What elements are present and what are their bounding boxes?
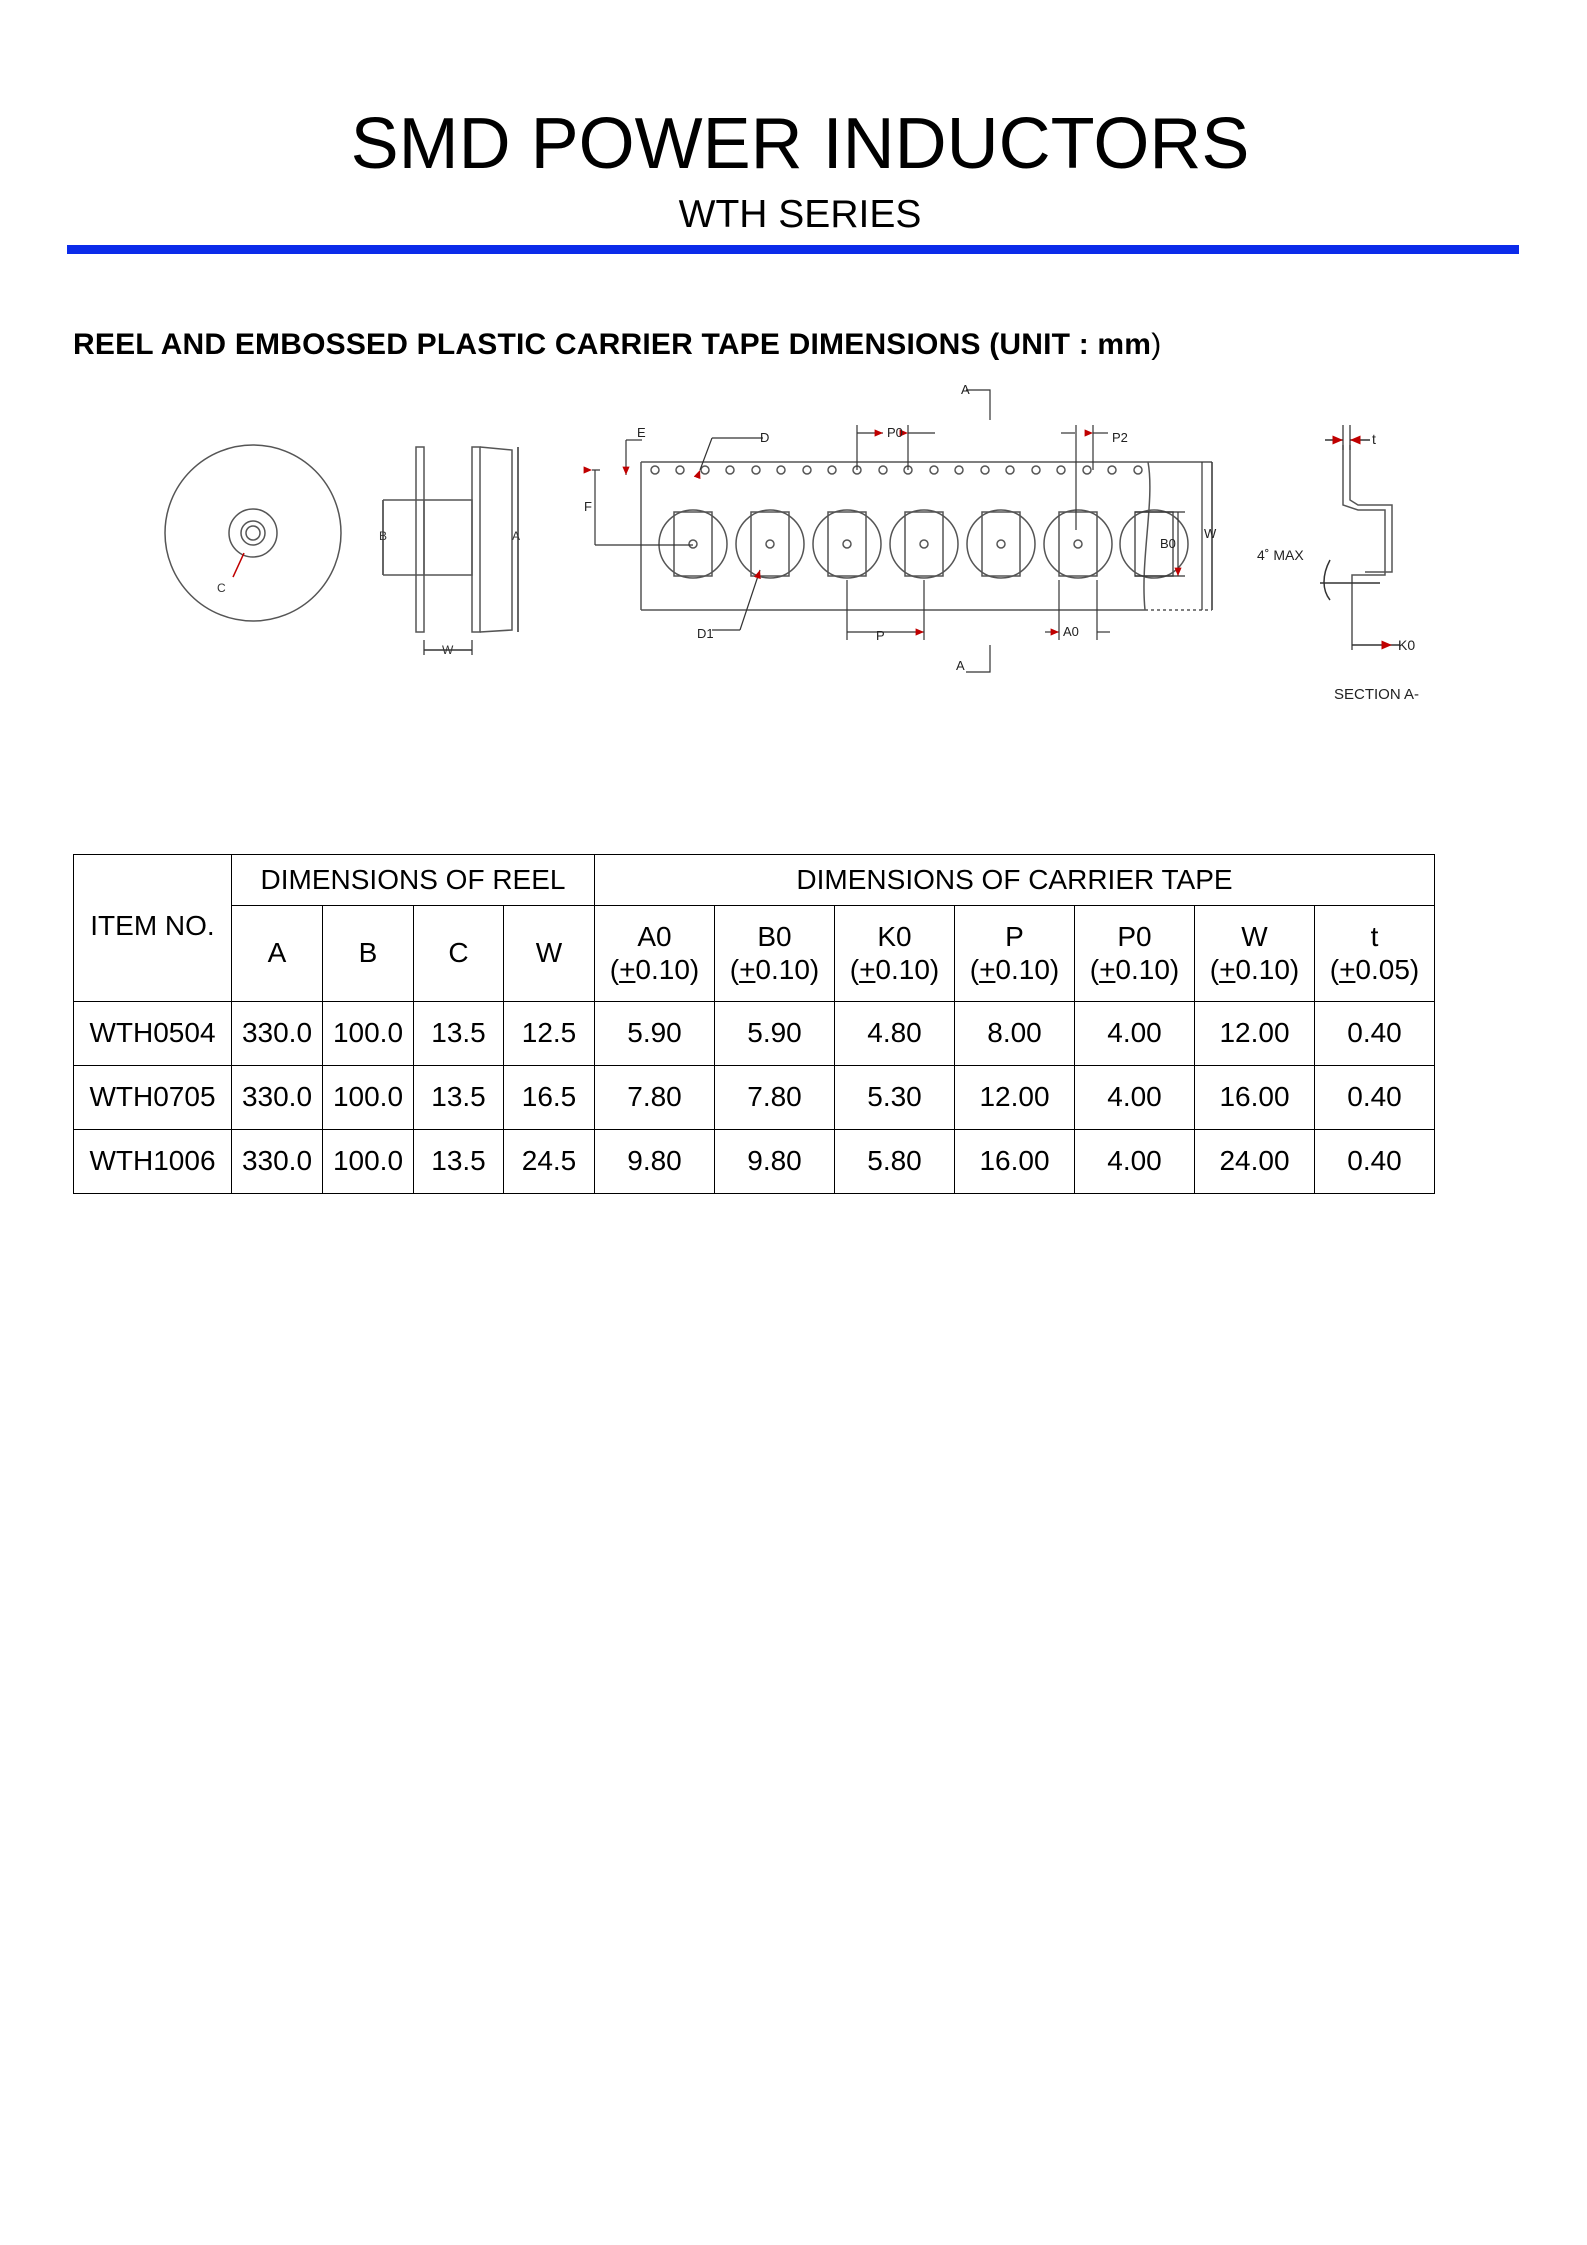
header-rule xyxy=(67,245,1519,254)
section-heading xyxy=(73,328,1161,362)
table-cell: 13.5 xyxy=(414,1002,504,1066)
tol-sign: + xyxy=(739,953,756,985)
dimensions-table xyxy=(73,854,1435,1194)
table-cell: 13.5 xyxy=(414,1066,504,1130)
table-cell: 12.00 xyxy=(1195,1002,1315,1066)
tol-sign: + xyxy=(619,953,636,985)
table-cell: 100.0 xyxy=(323,1066,414,1130)
table-cell: 7.80 xyxy=(595,1066,715,1130)
table-cell: 8.00 xyxy=(955,1002,1075,1066)
table-cell: 24.5 xyxy=(504,1130,595,1194)
tol-value: 0.10 xyxy=(995,953,1050,985)
table-cell: 16.00 xyxy=(955,1130,1075,1194)
table-cell: 100.0 xyxy=(323,1002,414,1066)
tol-value: 0.10 xyxy=(1235,953,1290,985)
page-subtitle: WTH SERIES xyxy=(678,193,922,236)
tape-group-header: DIMENSIONS OF CARRIER TAPE xyxy=(595,855,1435,906)
col-name: K0 xyxy=(877,921,912,953)
section-label-t: t xyxy=(1372,431,1376,447)
table-cell: 330.0 xyxy=(232,1066,323,1130)
col-header-reel-a: A xyxy=(232,906,323,1002)
table-cell: 0.40 xyxy=(1315,1130,1435,1194)
table-cell: 4.80 xyxy=(835,1002,955,1066)
item-cell: WTH1006 xyxy=(74,1130,232,1194)
col-header-reel-w: W xyxy=(504,906,595,1002)
section-heading-paren: ) xyxy=(1151,328,1162,361)
table-row xyxy=(74,1002,1435,1066)
reel-side-view xyxy=(383,447,521,655)
reel-label-a: A xyxy=(512,529,521,543)
reel-front-view xyxy=(165,445,341,621)
tape-label-d: D xyxy=(760,430,770,445)
col-header-a0: A0 (+0.10) xyxy=(595,906,715,1002)
tape-label-w: W xyxy=(1204,526,1217,541)
col-header-k0: K0 (+0.10) xyxy=(835,906,955,1002)
col-header-b0: B0 (+0.10) xyxy=(715,906,835,1002)
tol-value: 0.10 xyxy=(875,953,930,985)
col-name: P xyxy=(1005,921,1024,953)
tol-sign: + xyxy=(1219,953,1236,985)
tol-value: 0.10 xyxy=(755,953,810,985)
item-cell: WTH0504 xyxy=(74,1002,232,1066)
tape-label-p0: P0 xyxy=(887,425,903,440)
table-row xyxy=(74,1066,1435,1130)
table-cell: 4.00 xyxy=(1075,1130,1195,1194)
col-name: B0 xyxy=(757,921,792,953)
page-title: SMD POWER INDUCTORS xyxy=(350,104,1250,184)
table-cell: 5.30 xyxy=(835,1066,955,1130)
reel-label-c: C xyxy=(217,581,226,595)
reel-label-b: B xyxy=(379,529,388,543)
tol-sign: + xyxy=(1339,953,1356,985)
tol-value: 0.10 xyxy=(1115,953,1170,985)
col-header-w: W (+0.10) xyxy=(1195,906,1315,1002)
table-cell: 12.00 xyxy=(955,1066,1075,1130)
table-cell: 5.90 xyxy=(715,1002,835,1066)
table-cell: 24.00 xyxy=(1195,1130,1315,1194)
item-cell: WTH0705 xyxy=(74,1066,232,1130)
tape-label-p: P xyxy=(876,628,885,643)
tape-label-b0: B0 xyxy=(1160,536,1176,551)
table-cell: 100.0 xyxy=(323,1130,414,1194)
col-header-reel-b: B xyxy=(323,906,414,1002)
col-header-t: t (+0.05) xyxy=(1315,906,1435,1002)
tape-label-a0: A0 xyxy=(1063,624,1079,639)
table-cell: 330.0 xyxy=(232,1130,323,1194)
reel-label-w: W xyxy=(442,643,454,657)
table-header-row xyxy=(74,855,1435,906)
table-subheader-row xyxy=(74,906,1435,1002)
table-cell: 9.80 xyxy=(595,1130,715,1194)
col-name: t xyxy=(1370,921,1379,953)
table-cell: 16.00 xyxy=(1195,1066,1315,1130)
table-cell: 5.80 xyxy=(835,1130,955,1194)
tape-label-a-bottom: A xyxy=(956,658,965,673)
item-no-header: ITEM NO. xyxy=(74,855,232,1002)
section-caption: SECTION A- xyxy=(1334,686,1420,703)
col-name: P0 xyxy=(1117,921,1152,953)
tape-label-e: E xyxy=(637,425,646,440)
tape-label-f: F xyxy=(584,499,592,514)
tape-label-p2: P2 xyxy=(1112,430,1128,445)
table-row xyxy=(74,1130,1435,1194)
table-cell: 12.5 xyxy=(504,1002,595,1066)
col-name: A0 xyxy=(637,921,672,953)
tol-value: 0.05 xyxy=(1355,953,1410,985)
reel-group-header: DIMENSIONS OF REEL xyxy=(232,855,595,906)
table-cell: 0.40 xyxy=(1315,1002,1435,1066)
table-cell: 13.5 xyxy=(414,1130,504,1194)
section-label-k0: K0 xyxy=(1398,637,1416,653)
table-cell: 330.0 xyxy=(232,1002,323,1066)
table-cell: 5.90 xyxy=(595,1002,715,1066)
section-view xyxy=(1320,425,1400,650)
section-heading-text: REEL AND EMBOSSED PLASTIC CARRIER TAPE DIMENSIONS (UNIT : mm xyxy=(73,328,1152,361)
col-name: W xyxy=(1241,921,1268,953)
table-cell: 7.80 xyxy=(715,1066,835,1130)
table-cell: 0.40 xyxy=(1315,1066,1435,1130)
tol-sign: + xyxy=(979,953,996,985)
table-cell: 4.00 xyxy=(1075,1066,1195,1130)
carrier-tape-view xyxy=(641,462,1212,610)
tape-label-d1: D1 xyxy=(697,626,714,641)
col-header-p: P (+0.10) xyxy=(955,906,1075,1002)
table-cell: 9.80 xyxy=(715,1130,835,1194)
section-label-angle: 4˚ MAX xyxy=(1257,547,1304,563)
col-header-reel-c: C xyxy=(414,906,504,1002)
tape-label-a-top: A xyxy=(961,382,970,397)
tol-sign: + xyxy=(859,953,876,985)
tol-sign: + xyxy=(1099,953,1116,985)
table-cell: 16.5 xyxy=(504,1066,595,1130)
tol-value: 0.10 xyxy=(635,953,690,985)
table-cell: 4.00 xyxy=(1075,1002,1195,1066)
tape-reel-drawing xyxy=(0,360,1587,720)
col-header-p0: P0 (+0.10) xyxy=(1075,906,1195,1002)
